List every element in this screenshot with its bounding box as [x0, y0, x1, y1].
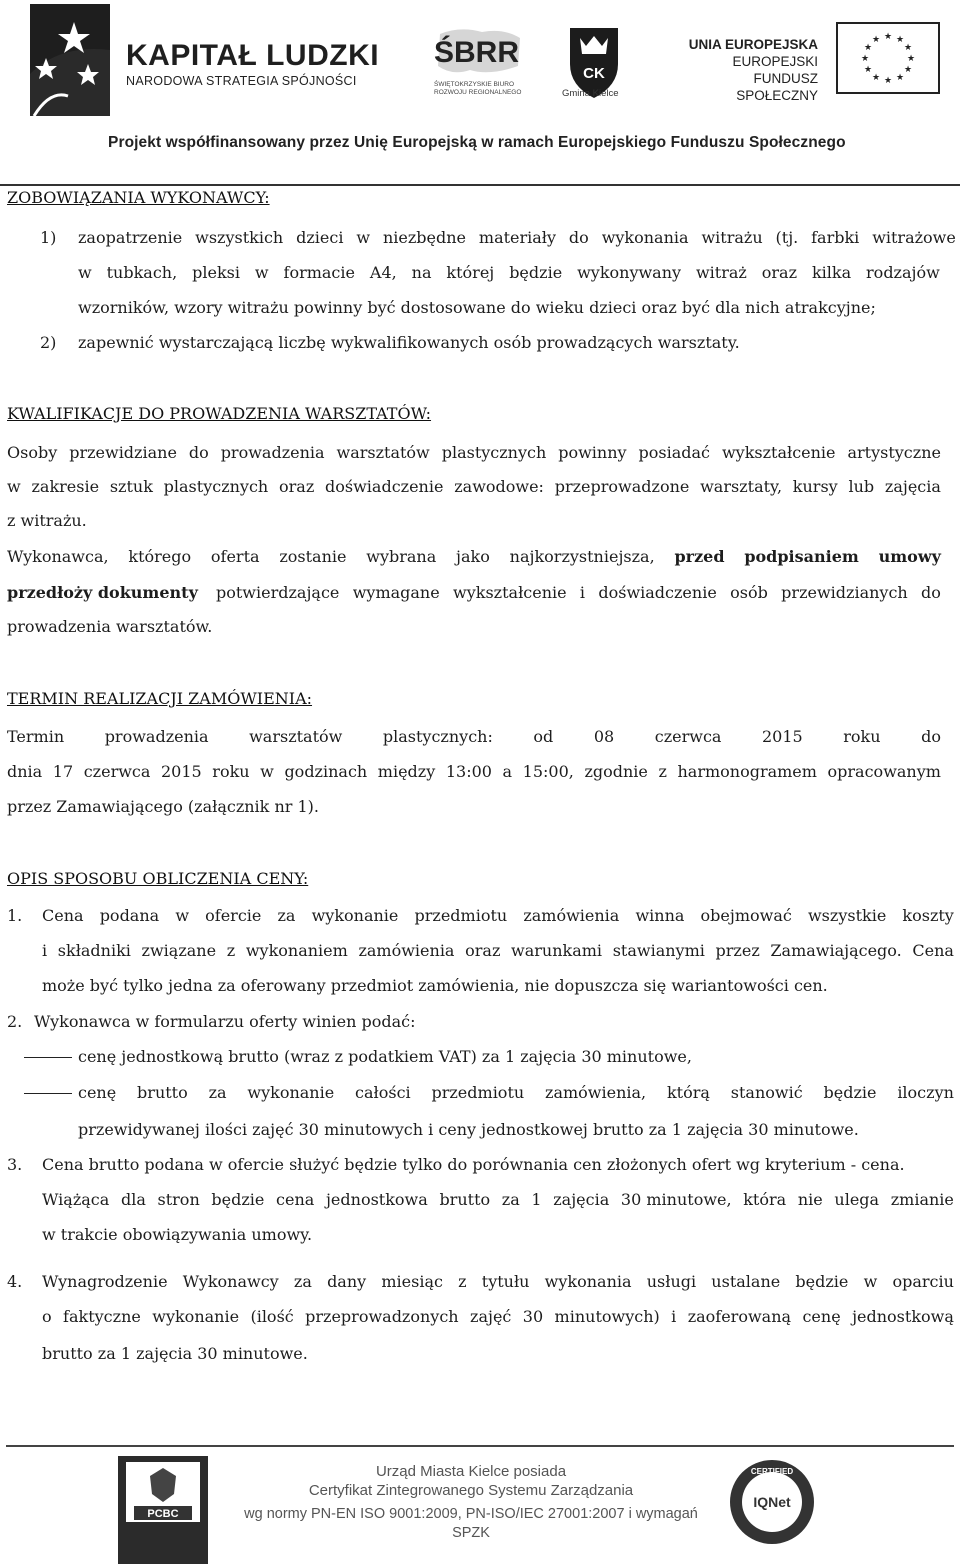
word: którego — [128, 547, 192, 566]
word: będzie — [509, 263, 563, 282]
svg-text:★: ★ — [871, 35, 881, 45]
word: ustalane — [711, 1272, 781, 1291]
word: lub — [848, 477, 875, 496]
iqnet-certified-seal — [728, 1458, 816, 1546]
iqnet-top-text: CERTIFIED — [750, 1467, 794, 1476]
word: Wykonawca, — [7, 547, 109, 566]
word: farbki — [811, 228, 860, 247]
word: zgodnie — [584, 762, 648, 781]
word: faktyczne — [63, 1307, 141, 1326]
word: witrażu — [701, 228, 763, 247]
word: dla — [120, 1190, 146, 1209]
word: zawodowe: — [454, 477, 544, 496]
word: formacie — [283, 263, 355, 282]
price-item-1-number: 1. — [7, 906, 23, 925]
word: nie — [797, 1190, 823, 1209]
qualifications-line-1 — [7, 443, 941, 462]
word: osób — [730, 583, 768, 602]
word: a — [502, 762, 513, 781]
word: przedmiotu — [431, 1083, 525, 1102]
word: doświadczenie — [325, 477, 444, 496]
obligation-1-line-1 — [78, 228, 956, 247]
word: A4, — [369, 263, 397, 282]
header-divider — [0, 184, 960, 186]
word: doświadczenie — [598, 583, 717, 602]
obligation-2-text: zapewnić wystarczającą liczbę wykwalifikowanych osób prowadzących warsztaty. — [78, 333, 740, 352]
word: minutowych) — [554, 1307, 660, 1326]
word: w — [863, 1272, 878, 1291]
kapital-ludzki-logo — [30, 4, 110, 116]
word: stanowić — [730, 1083, 803, 1102]
word: Osoby — [7, 443, 58, 462]
svg-text:★: ★ — [860, 54, 870, 64]
word: zostanie — [279, 547, 347, 566]
word: rodzajów — [866, 263, 940, 282]
word: wykonania — [601, 228, 689, 247]
word: za — [293, 1272, 312, 1291]
word: Cena — [42, 906, 84, 925]
footer-line-3: wg normy PN-EN ISO 9001:2009, PN-ISO/IEC 27001:2007 i wymagań SPZK — [244, 1506, 698, 1541]
word: tubkach, — [106, 263, 178, 282]
word: zamówienia — [523, 906, 620, 925]
svg-text:★: ★ — [906, 54, 916, 64]
svg-text:★: ★ — [895, 35, 905, 45]
word: 30 — [522, 1307, 544, 1326]
word: jednostkową — [852, 1307, 954, 1326]
word: prowadzenia — [104, 727, 209, 746]
word: przedmiotu — [414, 906, 508, 925]
word: pleksi — [192, 263, 240, 282]
ck-monogram: CK — [583, 65, 605, 82]
eu-line-3: FUNDUSZ SPOŁECZNY — [736, 71, 818, 103]
contractor-line-1 — [7, 547, 941, 566]
word: posiadać — [638, 443, 711, 462]
word: do — [921, 583, 941, 602]
word: jako — [456, 547, 490, 566]
word: czerwca — [83, 762, 151, 781]
word: wykonania — [544, 1272, 632, 1291]
word: 2015 — [761, 727, 803, 746]
word: wszystkich — [195, 228, 284, 247]
word: zamówienia, — [545, 1083, 647, 1102]
sbrr-subline-2: ROZWOJU REGIONALNEGO — [434, 89, 522, 96]
price-item-3-number: 3. — [7, 1155, 23, 1174]
word: warsztatów — [336, 443, 430, 462]
word: w — [175, 906, 190, 925]
word: dzieci — [296, 228, 344, 247]
word: obejmować — [700, 906, 792, 925]
word: Wynagrodzenie — [42, 1272, 168, 1291]
footer-line-1: Urząd Miasta Kielce posiada — [375, 1463, 567, 1480]
word: z — [226, 941, 236, 960]
word: wykonanie — [247, 1083, 335, 1102]
word: będzie — [823, 1083, 877, 1102]
word: umowy — [878, 547, 941, 566]
word: wykonaniem — [245, 941, 348, 960]
obligation-1-number: 1) — [40, 228, 57, 247]
price-item-3-line-3: w trakcie obowiązywania umowy. — [42, 1225, 313, 1244]
word: brutto — [137, 1083, 188, 1102]
word: 17 — [52, 762, 74, 781]
footer-line-2: Certyfikat Zintegrowanego Systemu Zarządzania — [308, 1482, 634, 1499]
word: najkorzystniejsza, — [509, 547, 655, 566]
word: witrażowe — [872, 228, 956, 247]
iqnet-wordmark: IQNet — [753, 1494, 791, 1510]
word: dany — [327, 1272, 367, 1291]
word: która — [743, 1190, 787, 1209]
word: zakresie — [31, 477, 100, 496]
word: niezbędne — [382, 228, 466, 247]
page-header — [0, 0, 960, 188]
word: 30 minutowe, — [620, 1190, 732, 1209]
svg-text:★: ★ — [903, 65, 913, 75]
word: będzie — [795, 1272, 849, 1291]
svg-text:★: ★ — [883, 32, 893, 42]
word: cenę — [802, 1307, 841, 1326]
kapital-ludzki-title: KAPITAŁ LUDZKI — [126, 39, 380, 72]
word: zaoferowaną — [687, 1307, 792, 1326]
word: której — [446, 263, 495, 282]
word: tytułu — [481, 1272, 530, 1291]
heading-qualifications: KWALIFIKACJE DO PROWADZENIA WARSZTATÓW: — [7, 404, 432, 423]
obligation-1-line-2 — [78, 263, 940, 282]
word: przed — [674, 547, 725, 566]
price-item-1-line-3: może być tylko jedna za oferowany przedmiot zamówienia, nie dopuszcza się wariantowości cen. — [42, 976, 828, 995]
word: oferta — [210, 547, 260, 566]
word: cena — [276, 1190, 315, 1209]
obligation-2-number: 2) — [40, 333, 57, 352]
price-item-3-line-2 — [42, 1190, 954, 1209]
word: (ilość — [250, 1307, 294, 1326]
price-bullet-1-text: cenę jednostkową brutto (wraz z podatkiem VAT) za 1 zajęcia 30 minutowe, — [78, 1047, 692, 1066]
word: z — [458, 1272, 467, 1291]
word: 13:00 — [445, 762, 492, 781]
word: powinny — [558, 443, 627, 462]
word: w — [78, 263, 92, 282]
word: 1 — [531, 1190, 542, 1209]
word: warunkami — [511, 941, 603, 960]
word: za — [208, 1083, 227, 1102]
price-item-4-line-2 — [42, 1307, 954, 1326]
project-cofinancing-line: Projekt współfinansowany przez Unię Europejską w ramach Europejskiego Funduszu Społecznego — [108, 134, 846, 151]
word: wykonanie — [152, 1307, 240, 1326]
word: warsztaty, — [700, 477, 783, 496]
word: prowadzenia — [220, 443, 325, 462]
word: wymagane — [352, 583, 440, 602]
word: cenę — [78, 1083, 117, 1102]
dash-bullet-2 — [24, 1083, 72, 1102]
price-bullet-2-line-1 — [78, 1083, 954, 1102]
obligation-1-line-3: wzorników, wzory witrażu powinny być dostosowane do wieku dzieci oraz być dla nich atrakcyjne; — [78, 298, 876, 317]
word: i — [579, 583, 586, 602]
word: godzinach — [284, 762, 368, 781]
price-item-1-line-1 — [42, 906, 954, 925]
word: całości — [355, 1083, 411, 1102]
word: Wiążąca — [42, 1190, 110, 1209]
word: dnia — [7, 762, 43, 781]
term-line-1 — [7, 727, 941, 746]
word: o — [42, 1307, 52, 1326]
word: z — [658, 762, 667, 781]
word: do — [568, 228, 589, 247]
word: w — [254, 263, 269, 282]
contractor-line-3: prowadzenia warsztatów. — [7, 617, 213, 636]
word: wykonywany — [577, 263, 682, 282]
word: Wykonawcy — [182, 1272, 279, 1291]
word: warsztatów — [249, 727, 343, 746]
svg-text:★: ★ — [863, 43, 873, 53]
word: artystyczne — [847, 443, 941, 462]
word: harmonogramem — [677, 762, 817, 781]
word: wykonanie — [311, 906, 399, 925]
word: Zamawiającego. — [770, 941, 902, 960]
word: iloczyn — [897, 1083, 954, 1102]
gmina-kielce-caption: Gmina Kielce — [562, 88, 619, 99]
word: wybrana — [366, 547, 437, 566]
word: Cena — [912, 941, 954, 960]
word: miesiąc — [381, 1272, 443, 1291]
contractor-line-2-bold: przedłoży dokumenty — [7, 583, 198, 602]
eu-flag — [836, 22, 940, 94]
word: 2015 — [161, 762, 202, 781]
word: do — [188, 443, 209, 462]
word: Termin — [7, 727, 65, 746]
word: roku — [212, 762, 250, 781]
word: oraz — [465, 941, 501, 960]
word: winna — [635, 906, 685, 925]
term-line-3: przez Zamawiającego (załącznik nr 1). — [7, 797, 319, 816]
word: przewidziane — [69, 443, 177, 462]
sbrr-wordmark: ŚBRR — [434, 36, 520, 69]
word: wykształcenie — [453, 583, 567, 602]
word: 08 — [593, 727, 615, 746]
price-item-4-line-1 — [42, 1272, 954, 1291]
word: w — [260, 762, 274, 781]
pcbc-wordmark: PCBC — [147, 1508, 179, 1520]
word: przewidzianych — [781, 583, 908, 602]
svg-text:★: ★ — [883, 76, 893, 86]
word: za — [501, 1190, 520, 1209]
word: zaopatrzenie — [78, 228, 183, 247]
price-item-3-line-1: Cena brutto podana w ofercie służyć będzie tylko do porównania cen złożonych ofert wg kryterium - cena. — [42, 1155, 905, 1174]
price-item-4-number: 4. — [7, 1272, 23, 1291]
word: roku — [843, 727, 881, 746]
word: przeprowadzone — [554, 477, 690, 496]
heading-obligations: ZOBOWIĄZANIA WYKONAWCY: — [7, 188, 270, 207]
eu-line-2: EUROPEJSKI — [732, 54, 818, 69]
qualifications-line-3: z witrażu. — [7, 511, 87, 530]
word: potwierdzające — [216, 583, 340, 602]
word: związane — [141, 941, 217, 960]
word: usługi — [646, 1272, 697, 1291]
word: składniki — [57, 941, 131, 960]
word: koszty — [902, 906, 954, 925]
term-line-2 — [7, 762, 941, 781]
word: i — [42, 941, 48, 960]
sbrr-logo — [430, 26, 530, 98]
word: plastycznych — [163, 477, 269, 496]
word: zmianie — [890, 1190, 954, 1209]
word: zajęcia — [553, 1190, 610, 1209]
word: sztuk — [109, 477, 153, 496]
word: wykształcenie — [721, 443, 836, 462]
word: plastycznych — [441, 443, 547, 462]
heading-price: OPIS SPOSOBU OBLICZENIA CENY: — [7, 869, 309, 888]
word: stawianymi — [612, 941, 705, 960]
heading-term: TERMIN REALIZACJI ZAMÓWIENIA: — [7, 689, 313, 708]
word: od — [533, 727, 554, 746]
word: na — [411, 263, 432, 282]
word: którą — [666, 1083, 710, 1102]
word: ofercie — [205, 906, 262, 925]
word: jednostkowa — [325, 1190, 428, 1209]
word: przeprowadzonych — [305, 1307, 459, 1326]
svg-text:★: ★ — [895, 73, 905, 83]
word: podpisaniem — [744, 547, 859, 566]
word: czerwca — [654, 727, 722, 746]
word: brutto — [439, 1190, 491, 1209]
word: oparciu — [892, 1272, 954, 1291]
eu-text-block — [682, 36, 818, 104]
word: między — [377, 762, 436, 781]
word: będzie — [211, 1190, 265, 1209]
price-item-2-number: 2. — [7, 1012, 23, 1031]
word: zajęć — [470, 1307, 512, 1326]
svg-text:★: ★ — [863, 65, 873, 75]
word: i — [671, 1307, 677, 1326]
word: 15:00, — [522, 762, 574, 781]
word: stron — [157, 1190, 200, 1209]
eu-line-1: UNIA EUROPEJSKA — [688, 37, 818, 52]
qualifications-line-2 — [7, 477, 941, 496]
word: w — [7, 477, 21, 496]
word: zajęcia — [884, 477, 941, 496]
sbrr-subline-1: ŚWIĘTOKRZYSKIE BIURO — [434, 81, 515, 88]
price-item-1-line-2 — [42, 941, 954, 960]
word: oraz — [279, 477, 315, 496]
word: podana — [99, 906, 160, 925]
price-bullet-2-line-2: przewidywanej ilości zajęć 30 minutowych i ceny jednostkowej brutto za 1 zajęcia 30 minutowe. — [78, 1120, 859, 1139]
kapital-ludzki-subtitle: NARODOWA STRATEGIA SPÓJNOŚCI — [126, 74, 357, 88]
word: oraz — [761, 263, 798, 282]
word: wszystkie — [807, 906, 887, 925]
word: do — [921, 727, 941, 746]
word: plastycznych: — [382, 727, 493, 746]
word: materiały — [478, 228, 557, 247]
svg-text:★: ★ — [871, 73, 881, 83]
contractor-line-2-rest — [216, 583, 941, 602]
word: w — [356, 228, 371, 247]
dash-bullet-1 — [24, 1047, 72, 1066]
pcbc-certificate-logo — [118, 1456, 208, 1564]
word: (tj. — [775, 228, 799, 247]
word: ulega — [834, 1190, 880, 1209]
word: kursy — [792, 477, 838, 496]
word: zamówienia — [358, 941, 455, 960]
word: przez — [715, 941, 760, 960]
price-item-2-text: Wykonawca w formularzu oferty winien podać: — [34, 1012, 416, 1031]
svg-text:★: ★ — [903, 43, 913, 53]
word: za — [277, 906, 296, 925]
footer-divider — [6, 1445, 954, 1447]
footer-certificate-text — [226, 1462, 716, 1543]
word: witraż — [695, 263, 747, 282]
word: opracowanym — [827, 762, 941, 781]
price-item-4-line-3: brutto za 1 zajęcia 30 minutowe. — [42, 1344, 308, 1363]
word: kilka — [811, 263, 852, 282]
